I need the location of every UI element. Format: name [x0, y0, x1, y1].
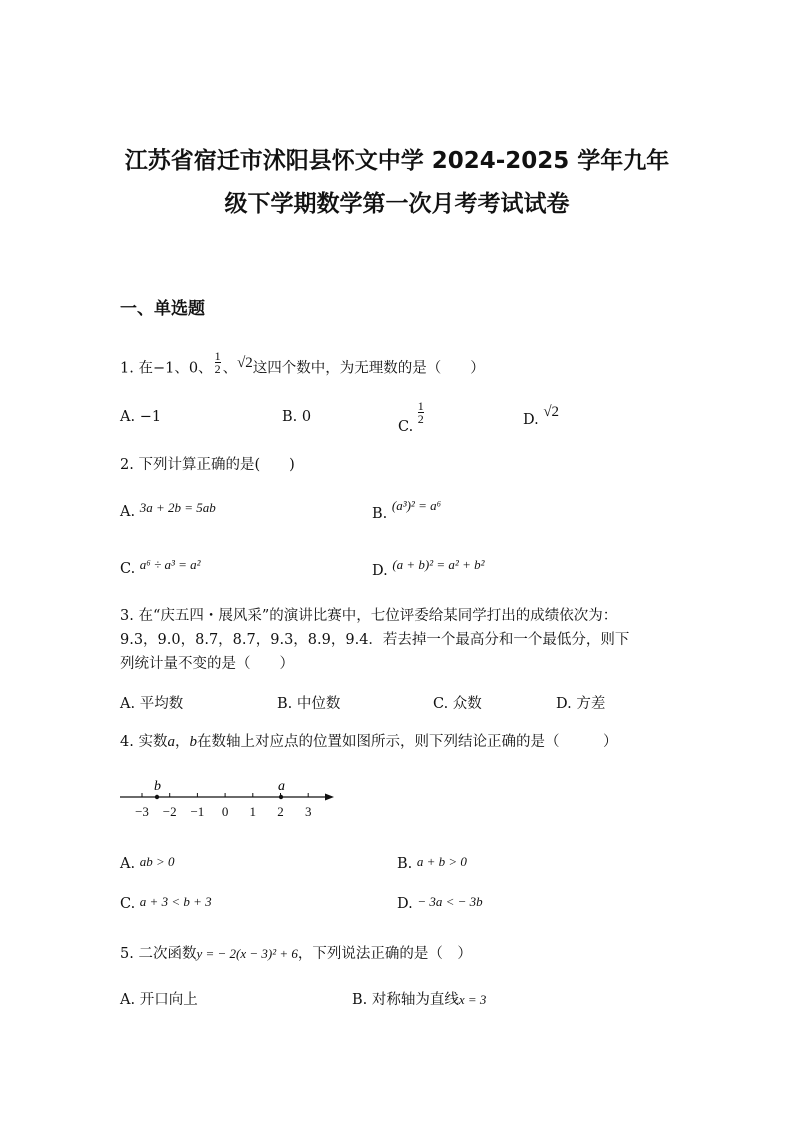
q2-option-a	[120, 500, 216, 520]
q1-frac-den: 2	[214, 362, 221, 376]
q2-option-d-math: (a + b)² = a² + b²	[392, 557, 485, 572]
q5-stem-a: 5. 二次函数	[120, 946, 197, 962]
axis-tick-label: 2	[277, 804, 284, 819]
q2-option-b	[372, 498, 442, 522]
number-line-figure	[118, 774, 343, 824]
q5-option-b-math: x = 3	[458, 992, 487, 1007]
q1-option-c-label: C.	[398, 418, 414, 435]
question-1-stem	[120, 349, 485, 381]
question-3-line3: 列统计量不变的是（ ）	[120, 656, 294, 672]
q1-prefix: 1. 在	[120, 360, 153, 377]
q4-option-b-label: B.	[397, 856, 413, 872]
q5-option-b-text: B. 对称轴为直线	[352, 992, 459, 1008]
q4-stem-b: 在数轴上对应点的位置如图所示，则下列结论正确的是（ ）	[196, 734, 618, 750]
point-a-label: a	[278, 779, 285, 794]
axis-tick-label: −2	[162, 804, 177, 819]
q5-stem-b: ，下列说法正确的是（ ）	[297, 946, 472, 962]
question-3-line2: 9.3，9.0，8.7，8.7，9.3，8.9，9.4．若去掉一个最高分和一个最低分，则下	[120, 632, 630, 648]
q3-option-d: D. 方差	[556, 696, 606, 712]
document-title-line1: 江苏省宿迁市沭阳县怀文中学 2024-2025 学年九年	[124, 148, 670, 174]
q4-var-b: b	[189, 734, 197, 750]
point-b-label: b	[154, 779, 161, 794]
q2-option-c-math: a⁶ ÷ a³ = a²	[139, 557, 201, 572]
q2-option-a-label: A.	[120, 504, 136, 520]
q4-var-a: a	[167, 734, 175, 750]
q1-option-b: B. 0	[282, 409, 312, 425]
axis-tick-label: 0	[221, 804, 229, 819]
q5-option-a: A. 开口向上	[120, 992, 198, 1008]
q4-option-c	[120, 894, 212, 910]
q3-option-a: A. 平均数	[120, 696, 184, 712]
question-2-stem: 2. 下列计算正确的是( )	[120, 457, 295, 473]
q3-option-c: C. 众数	[433, 696, 482, 712]
q4-comma: ，	[174, 734, 190, 750]
question-5-stem	[120, 942, 472, 963]
q4-option-d-math: − 3a < − 3b	[417, 894, 483, 909]
q2-option-d	[372, 557, 485, 579]
q2-option-a-math: 3a + 2b = 5ab	[139, 500, 216, 515]
q5-option-b	[352, 988, 486, 1009]
point-a-dot	[279, 795, 283, 799]
q1-option-d	[523, 404, 560, 428]
q1-sqrt: √2	[237, 354, 253, 371]
q4-option-a	[120, 854, 174, 870]
q1-c-frac-num: 1	[417, 399, 424, 413]
q4-option-a-label: A.	[120, 856, 136, 872]
section-heading: 一、单选题	[120, 299, 205, 319]
q4-option-c-math: a + 3 < b + 3	[139, 894, 212, 909]
q4-stem-a: 4. 实数	[120, 734, 168, 750]
q2-option-b-label: B.	[372, 506, 388, 522]
q1-option-c	[398, 399, 424, 435]
question-4-stem	[120, 730, 617, 751]
q2-option-c	[120, 557, 201, 577]
q4-option-d-label: D.	[397, 896, 413, 912]
q1-option-d-value: √2	[543, 404, 560, 420]
point-b-dot	[155, 795, 159, 799]
q4-option-c-label: C.	[120, 896, 136, 912]
q2-option-c-label: C.	[120, 561, 136, 577]
q1-option-c-fraction	[418, 400, 424, 425]
q1-sep: 、	[222, 360, 238, 377]
axis-tick-label: 1	[249, 804, 257, 819]
q5-function: y = − 2(x − 3)² + 6	[196, 946, 298, 961]
q3-option-b: B. 中位数	[277, 696, 341, 712]
q4-option-b	[397, 854, 467, 870]
q1-fraction	[215, 350, 221, 375]
q4-option-b-math: a + b > 0	[416, 854, 467, 869]
q2-option-b-math: (a³)² = a⁶	[391, 498, 442, 513]
q4-option-a-math: ab > 0	[139, 854, 175, 869]
q4-option-d	[397, 894, 483, 910]
axis-tick-label: −1	[190, 804, 205, 819]
q1-option-d-label: D.	[523, 412, 539, 428]
number-line-arrow-icon	[325, 794, 334, 801]
q2-option-d-label: D.	[372, 563, 388, 579]
q1-numbers: −1、0、	[152, 360, 213, 377]
question-3-line1: 3. 在“庆五四・展风采”的演讲比赛中，七位评委给某同学打出的成绩依次为：	[120, 608, 618, 624]
q1-frac-num: 1	[214, 349, 221, 363]
document-title-line2: 级下学期数学第一次月考考试试卷	[224, 191, 570, 217]
axis-tick-label: −3	[135, 804, 149, 819]
axis-tick-label: 3	[304, 804, 312, 819]
q1-option-a: A. −1	[120, 409, 162, 425]
q1-suffix: 这四个数中，为无理数的是（ ）	[252, 360, 485, 377]
q1-c-frac-den: 2	[417, 412, 424, 426]
